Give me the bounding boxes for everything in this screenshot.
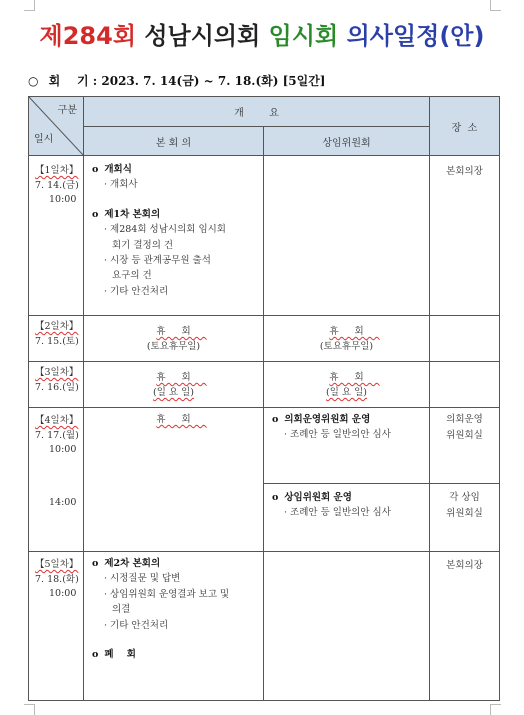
table-row-day4-morning (29, 408, 500, 484)
day2-plenary: 휴회 (토요휴무일) (84, 316, 264, 362)
day5-place: 본회의장 (430, 552, 500, 701)
header-committee: 상임위원회 (264, 127, 430, 156)
title-council: 성남시의회 (144, 22, 261, 50)
period-bullet: ○ (28, 74, 39, 88)
day2-place (430, 316, 500, 362)
day2-datetime: 【2일차】 7. 15.(토) (29, 316, 84, 362)
header-plenary: 본 회 의 (84, 127, 264, 156)
title-session: 제284회 (39, 22, 137, 50)
day1-place: 본회의장 (430, 156, 500, 316)
schedule-table (28, 96, 500, 701)
header-gubun: 구분 (57, 105, 77, 116)
crop-mark-top-left (24, 0, 35, 11)
header-overview: 개 요 (84, 97, 430, 127)
day4-plenary: 휴회 (84, 408, 264, 552)
table-row-day2 (29, 316, 500, 362)
day4-datetime: 【4일차】 7. 17.(월) 10:00 14:00 (29, 408, 84, 552)
period-label: 회 기 (48, 74, 89, 88)
day5-committee (264, 552, 430, 701)
period-value: : 2023. 7. 14(금) ~ 7. 18.(화) [5일간] (92, 74, 326, 88)
day5-plenary: o 제2차 본회의 · 시정질문 및 답변 · 상임위원회 운영결과 보고 및 의결 · 기타 안건처리 o 폐 회 (84, 552, 264, 701)
day1-datetime: 【1일차】 7. 14.(금) 10:00 (29, 156, 84, 316)
day1-plenary: o 개회식 · 개회사 o 제1차 본회의 · 제284회 성남시의회 임시회 회기 결정의 건 · 시장 등 관계공무원 출석 요구의 건 · 기타 안건처리 (84, 156, 264, 316)
day3-datetime: 【3일차】 7. 16.(일) (29, 362, 84, 408)
document-title (0, 16, 524, 51)
day1-committee (264, 156, 430, 316)
day2-committee: 휴회 (토요휴무일) (264, 316, 430, 362)
title-agenda: 의사일정(안) (346, 22, 485, 50)
header-ilsi: 일시 (34, 134, 54, 145)
crop-mark-bottom-right (490, 704, 501, 715)
table-row-day3 (29, 362, 500, 408)
day3-committee: 휴회 (일 요 일) (264, 362, 430, 408)
table-row-day1 (29, 156, 500, 316)
crop-mark-bottom-left (24, 704, 35, 715)
table-row-day5 (29, 552, 500, 701)
crop-mark-top-right (490, 0, 501, 11)
header-diagonal-cell (29, 97, 84, 156)
day4-committee-standing: o 상임위원회 운영 · 조례안 등 일반의안 심사 (264, 484, 430, 552)
day4-committee-operations: o 의회운영위원회 운영 · 조례안 등 일반의안 심사 (264, 408, 430, 484)
header-place: 장 소 (430, 97, 500, 156)
day3-place (430, 362, 500, 408)
day5-datetime: 【5일차】 7. 18.(화) 10:00 (29, 552, 84, 701)
day4-place-standing: 각 상임 위원회실 (430, 484, 500, 552)
day3-plenary: 휴회 (일 요 일) (84, 362, 264, 408)
session-period (28, 72, 326, 89)
title-extraordinary: 임시회 (268, 22, 339, 50)
day4-place-operations: 의회운영 위원회실 (430, 408, 500, 484)
